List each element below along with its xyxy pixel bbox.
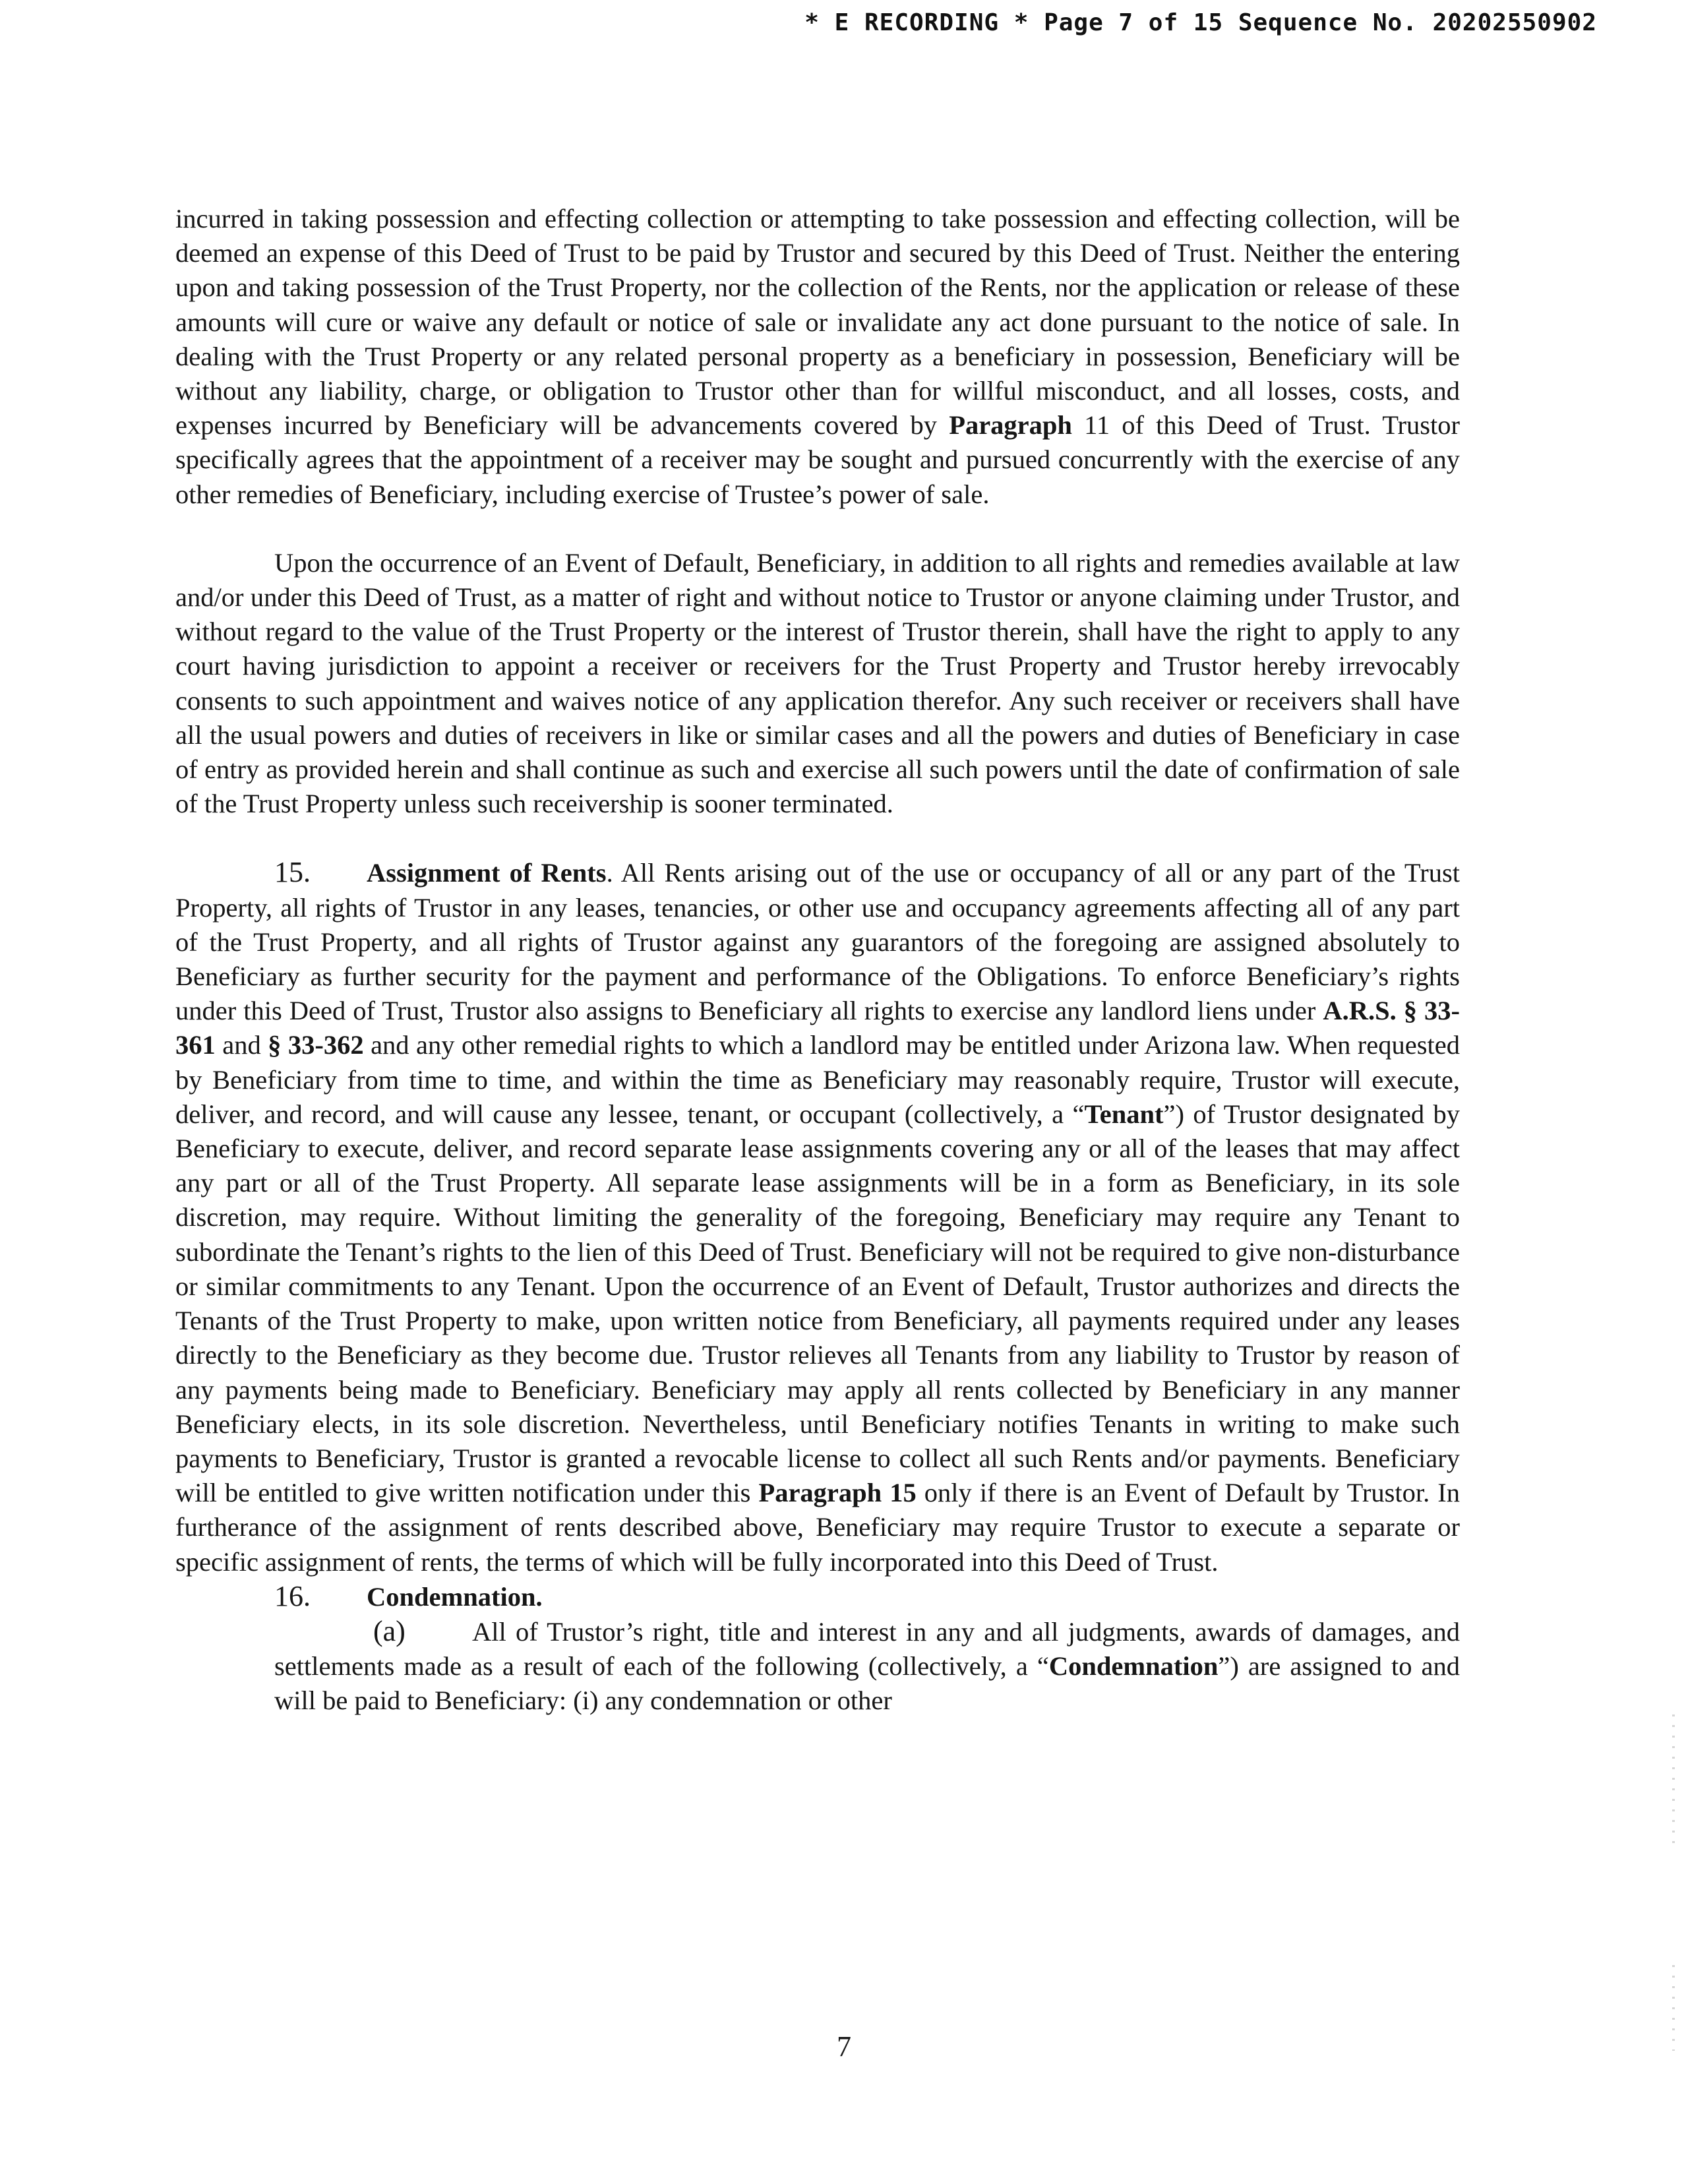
recording-header: * E RECORDING * Page 7 of 15 Sequence No. 20202550902 [804, 9, 1597, 36]
document-body [175, 202, 1460, 1718]
section-text: only if there is an Event of Default by Trustor. In furtherance of the assignment of rents described above, Beneficiary may require Trustor to execute a separate or specific assignment of rents, the terms of which will be fully incorporated into this Deed of Trust. [175, 1478, 1461, 1577]
section-text: ”) of Trustor designated by Beneficiary to execute, deliver, and record separate lease assignments covering any or all of the leases that may affect any part or all of the Trust Property. All separate lease assignments will be in a form as Beneficiary, in its sole discretion, may require. Without limiting the generality of the foregoing, Beneficiary may require any Tenant to subordinate the Tenant’s rights to the lien of this Deed of Trust. Beneficiary will not be required to give non-disturbance or similar commitments to any Tenant. Upon the occurrence of an Event of Default, Trustor authorizes and directs the Tenants of the Trust Property to make, upon written notice from Beneficiary, all payments required under any leases directly to the Beneficiary as they become due. Trustor relieves all Tenants from any liability to Trustor by reason of any payments being made to Beneficiary. Beneficiary may apply all rents collected by Beneficiary in any manner Beneficiary elects, in its sole discretion. Nevertheless, until Beneficiary notifies Tenants in writing to make such payments to Beneficiary, Trustor is granted a revocable license to collect all such Rents and/or payments. Beneficiary will be entitled to give written notification under this [175, 1099, 1460, 1508]
defined-term: Tenant [1084, 1099, 1164, 1129]
section-text: . All Rents arising out of the use or occupancy of all or any part of the Trust Property, all rights of Trustor in any leases, tenancies, or other use and occupancy agreements affecting all of any part of the Trust Property, and all rights of Trustor against any guarantors of the foregoing are assigned absolutely to Beneficiary as further security for the payment and performance of the Obligations. To enforce Beneficiary’s rights under this Deed of Trust, Trustor also assigns to Beneficiary all rights to exercise any landlord liens under [175, 858, 1460, 1026]
subsection-text: All of Trustor’s right, title and interest in any and all judgments, awards of damages, and settlements made as a result of each of the following (collectively, a “ [274, 1616, 1460, 1682]
section-title: Assignment of Rents [367, 858, 607, 888]
subsection-label: (a) [373, 1614, 406, 1647]
subsection-text: ”) are assigned to and will be paid to Beneficiary: (i) any condemnation or other [274, 1651, 1460, 1716]
section-15-assignment-of-rents [175, 855, 1460, 1579]
section-text: and any other remedial rights to which a landlord may be entitled under Arizona law. When requested by Beneficiary from time to time, and within the time as Beneficiary may reasonably require, Trustor will execute, deliver, and record, and will cause any lessee, tenant, or occupant (collectively, a “ [175, 1030, 1460, 1129]
paragraph-text: incurred in taking possession and effecting collection or attempting to take possession and effecting collection, will be deemed an expense of this Deed of Trust to be paid by Trustor and secured by this Deed of Trust. Neither the entering upon and taking possession of the Trust Property, nor the collection of the Rents, nor the application or release of these amounts will cure or waive any default or notice of sale or invalidate any act done pursuant to the notice of sale. In dealing with the Trust Property or any related personal property as a beneficiary in possession, Beneficiary will be without any liability, charge, or obligation to Trustor other than for willful misconduct, and all losses, costs, and expenses incurred by Beneficiary will be advancements covered by [175, 204, 1460, 440]
page-number: 7 [837, 2030, 851, 2063]
paragraph-receiver-appointment: Upon the occurrence of an Event of Default, Beneficiary, in addition to all rights and remedies available at law and/or under this Deed of Trust, as a matter of right and without notice to Trustor or anyone claiming under Trustor, and without regard to the value of the Trust Property or the interest of Trustor therein, shall have the right to apply to any court having jurisdiction to appoint a receiver or receivers for the Trust Property and Trustor hereby irrevocably consents to such appointment and waives notice of any application therefor. Any such receiver or receivers shall have all the usual powers and duties of receivers in like or similar cases and all the powers and duties of Beneficiary in case of entry as provided herein and shall continue as such and exercise all such powers until the date of confirmation of sale of the Trust Property unless such receivership is sooner terminated. [175, 547, 1460, 819]
subsection-a-condemnation [175, 1614, 1460, 1718]
section-number: 15. [274, 856, 311, 889]
section-title-suffix: . [535, 1581, 543, 1612]
paragraph-text: 11 of this Deed of Trust. Trustor specifically agrees that the appointment of a receiver may be sought and pursued concurrently with the exercise of any other remedies of Beneficiary, including exercise of Trustee’s power of sale. [175, 410, 1460, 509]
scan-artifact [1672, 1714, 1675, 1846]
paragraph-receiver-expenses [175, 202, 1460, 512]
section-16-heading [175, 1579, 1460, 1614]
scan-artifact [1672, 1965, 1675, 2051]
paragraph-reference: Paragraph [949, 410, 1072, 440]
statute-reference: A.R.S. § 33-361 [175, 996, 1460, 1060]
defined-term: Condemnation [1048, 1651, 1219, 1682]
section-number: 16. [274, 1579, 311, 1612]
paragraph-reference: Paragraph 15 [758, 1478, 917, 1508]
statute-reference: § 33-362 [268, 1030, 364, 1060]
section-title: Condemnation [367, 1581, 536, 1612]
section-text: and [215, 1030, 268, 1060]
